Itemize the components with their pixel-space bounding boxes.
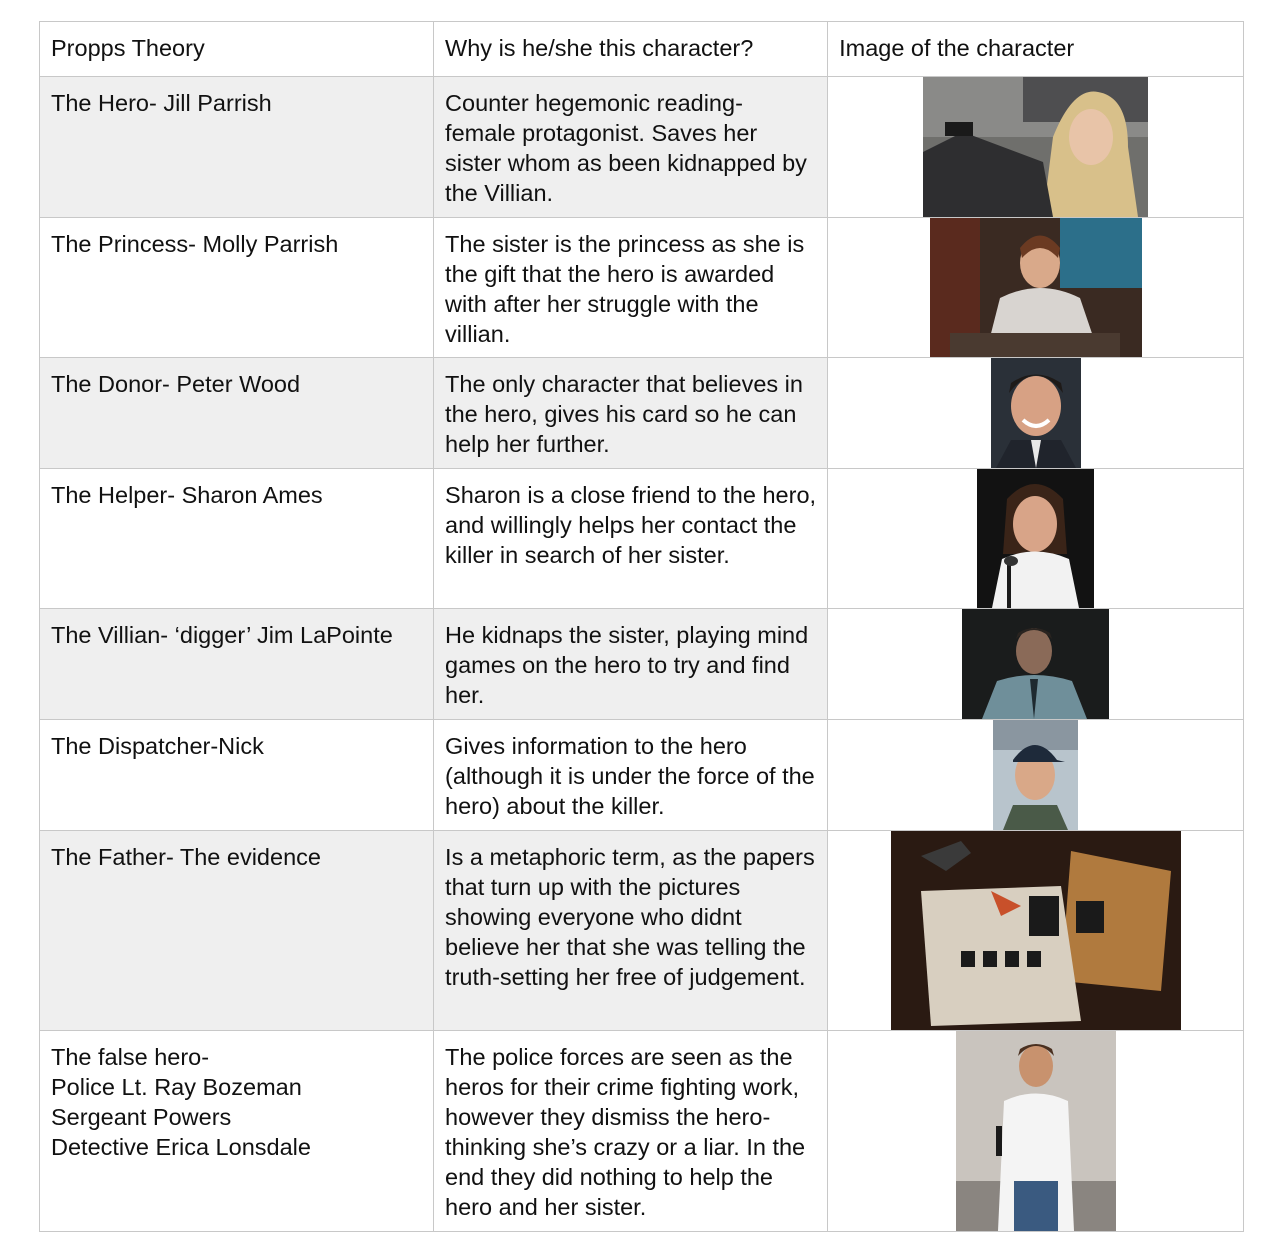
table-row [40, 831, 1244, 1031]
image-cell [828, 358, 1244, 469]
role-cell: The false hero- Police Lt. Ray Bozeman Sergeant Powers Detective Erica Lonsdale [40, 1031, 434, 1232]
table-row [40, 358, 1244, 469]
table-row [40, 720, 1244, 831]
header-image: Image of the character [828, 22, 1244, 77]
image-cell [828, 831, 1244, 1031]
table-row [40, 609, 1244, 720]
image-cell [828, 720, 1244, 831]
why-cell: Gives information to the hero (although it is under the force of the hero) about the killer. [434, 720, 828, 831]
role-cell: The Princess- Molly Parrish [40, 218, 434, 358]
why-cell: The police forces are seen as the heros for their crime fighting work, however they dismiss the hero- thinking she’s crazy or a liar. In the end they did nothing to help the hero and her sister. [434, 1031, 828, 1232]
why-cell: Counter hegemonic reading- female protagonist. Saves her sister whom as been kidnapped by the Villian. [434, 77, 828, 218]
helper-photo [977, 469, 1094, 608]
role-cell: The Helper- Sharon Ames [40, 469, 434, 609]
image-cell [828, 609, 1244, 720]
header-row [40, 22, 1244, 77]
role-cell: The Villian- ‘digger’ Jim LaPointe [40, 609, 434, 720]
false-hero-photo [956, 1031, 1116, 1231]
why-cell: Sharon is a close friend to the hero, and willingly helps her contact the killer in search of her sister. [434, 469, 828, 609]
image-cell [828, 469, 1244, 609]
image-cell [828, 77, 1244, 218]
why-cell: The only character that believes in the hero, gives his card so he can help her further. [434, 358, 828, 469]
role-cell: The Dispatcher-Nick [40, 720, 434, 831]
role-cell: The Donor- Peter Wood [40, 358, 434, 469]
role-cell: The Hero- Jill Parrish [40, 77, 434, 218]
donor-photo [991, 358, 1081, 468]
why-cell: The sister is the princess as she is the gift that the hero is awarded with after her struggle with the villian. [434, 218, 828, 358]
hero-photo [923, 77, 1148, 217]
table-row [40, 218, 1244, 358]
propps-theory-table [39, 21, 1244, 1232]
table-row [40, 1031, 1244, 1232]
role-cell: The Father- The evidence [40, 831, 434, 1031]
table-row [40, 469, 1244, 609]
princess-photo [930, 218, 1142, 357]
dispatcher-photo [993, 720, 1078, 830]
image-cell [828, 218, 1244, 358]
image-cell [828, 1031, 1244, 1232]
father-evidence-photo [891, 831, 1181, 1030]
table-row [40, 77, 1244, 218]
header-propps-theory: Propps Theory [40, 22, 434, 77]
why-cell: He kidnaps the sister, playing mind games on the hero to try and find her. [434, 609, 828, 720]
header-why: Why is he/she this character? [434, 22, 828, 77]
why-cell: Is a metaphoric term, as the papers that turn up with the pictures showing everyone who didnt believe her that she was telling the truth-setting her free of judgement. [434, 831, 828, 1031]
villian-photo [962, 609, 1109, 719]
